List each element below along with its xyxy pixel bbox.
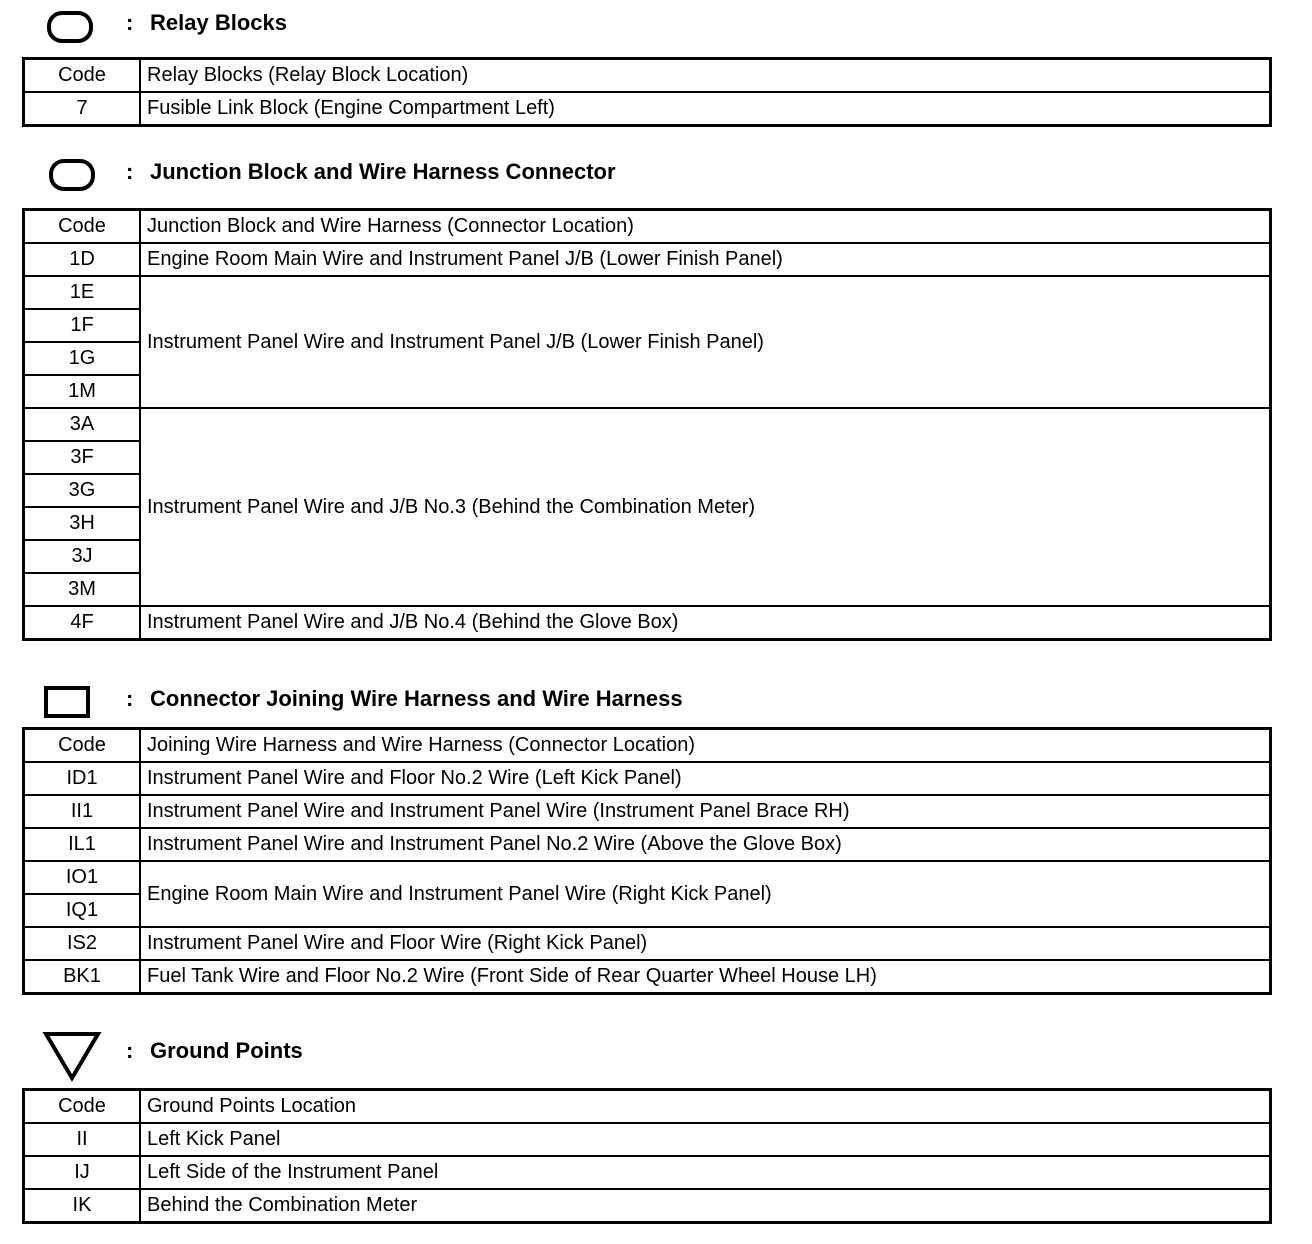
code-cell: IQ1: [24, 894, 141, 927]
code-cell: II: [24, 1123, 141, 1156]
code-cell: 3F: [24, 441, 141, 474]
code-cell: 3A: [24, 408, 141, 441]
connector-joining-table: [22, 727, 1272, 995]
description-cell: Behind the Combination Meter: [140, 1189, 1271, 1223]
description-cell: Left Side of the Instrument Panel: [140, 1156, 1271, 1189]
description-cell: Engine Room Main Wire and Instrument Panel J/B (Lower Finish Panel): [140, 243, 1271, 276]
table-row: [24, 762, 1271, 795]
section-title: Connector Joining Wire Harness and Wire Harness: [150, 686, 683, 711]
code-cell: 1G: [24, 342, 141, 375]
square-rect-icon: [42, 684, 92, 720]
description-cell: Instrument Panel Wire and Floor No.2 Wire (Left Kick Panel): [140, 762, 1271, 795]
description-cell: Instrument Panel Wire and Instrument Panel J/B (Lower Finish Panel): [140, 276, 1271, 408]
code-header: Code: [24, 729, 141, 763]
code-cell: II1: [24, 795, 141, 828]
section-title: Junction Block and Wire Harness Connector: [150, 159, 616, 184]
description-cell: Instrument Panel Wire and J/B No.4 (Behind the Glove Box): [140, 606, 1271, 640]
code-cell: 3J: [24, 540, 141, 573]
table-row: [24, 1123, 1271, 1156]
description-header: Joining Wire Harness and Wire Harness (Connector Location): [140, 729, 1271, 763]
code-cell: 4F: [24, 606, 141, 640]
code-cell: IK: [24, 1189, 141, 1223]
junction-block-table: [22, 208, 1272, 641]
code-cell: IJ: [24, 1156, 141, 1189]
table-row: [24, 606, 1271, 640]
ground-points-table: [22, 1088, 1272, 1224]
table-row: [24, 92, 1271, 126]
code-cell: 1D: [24, 243, 141, 276]
table-row: [24, 243, 1271, 276]
table-row: [24, 927, 1271, 960]
colon-separator: :: [126, 1038, 134, 1063]
description-cell: Left Kick Panel: [140, 1123, 1271, 1156]
code-cell: IS2: [24, 927, 141, 960]
code-cell: IL1: [24, 828, 141, 861]
description-cell: Engine Room Main Wire and Instrument Panel Wire (Right Kick Panel): [140, 861, 1271, 927]
code-cell: BK1: [24, 960, 141, 994]
table-row: [24, 1156, 1271, 1189]
table-row: [24, 408, 1271, 441]
code-cell: 1E: [24, 276, 141, 309]
code-cell: 3G: [24, 474, 141, 507]
section-header-ground-points: [0, 1028, 1312, 1078]
description-header: Ground Points Location: [140, 1090, 1271, 1124]
code-cell: IO1: [24, 861, 141, 894]
table-row: [24, 960, 1271, 994]
table-header-row: [24, 59, 1271, 93]
description-cell: Instrument Panel Wire and Instrument Panel Wire (Instrument Panel Brace RH): [140, 795, 1271, 828]
code-cell: 3H: [24, 507, 141, 540]
description-cell: Instrument Panel Wire and J/B No.3 (Behind the Combination Meter): [140, 408, 1271, 606]
section-header-relay-blocks: [0, 0, 1312, 50]
section-title: Relay Blocks: [150, 10, 287, 35]
table-row: [24, 828, 1271, 861]
colon-separator: :: [126, 686, 134, 711]
description-header: Relay Blocks (Relay Block Location): [140, 59, 1271, 93]
code-cell: 3M: [24, 573, 141, 606]
description-cell: Fusible Link Block (Engine Compartment Left): [140, 92, 1271, 126]
section-title: Ground Points: [150, 1038, 303, 1063]
code-cell: 1F: [24, 309, 141, 342]
code-header: Code: [24, 59, 141, 93]
code-header: Code: [24, 210, 141, 244]
description-header: Junction Block and Wire Harness (Connector Location): [140, 210, 1271, 244]
table-header-row: [24, 1090, 1271, 1124]
section-header-junction-block: [0, 150, 1312, 200]
description-cell: Instrument Panel Wire and Floor Wire (Right Kick Panel): [140, 927, 1271, 960]
rounded-rect-icon: [48, 158, 96, 192]
down-triangle-icon: [42, 1030, 102, 1082]
table-header-row: [24, 210, 1271, 244]
section-header-connector-joining: [0, 676, 1312, 726]
description-cell: Instrument Panel Wire and Instrument Panel No.2 Wire (Above the Glove Box): [140, 828, 1271, 861]
code-cell: 7: [24, 92, 141, 126]
rounded-rect-icon: [46, 10, 94, 44]
colon-separator: :: [126, 159, 134, 184]
table-row: [24, 1189, 1271, 1223]
code-header: Code: [24, 1090, 141, 1124]
description-cell: Fuel Tank Wire and Floor No.2 Wire (Front Side of Rear Quarter Wheel House LH): [140, 960, 1271, 994]
table-row: [24, 276, 1271, 309]
table-row: [24, 795, 1271, 828]
colon-separator: :: [126, 10, 134, 35]
table-row: [24, 861, 1271, 894]
table-header-row: [24, 729, 1271, 763]
code-cell: ID1: [24, 762, 141, 795]
relay-blocks-table: [22, 57, 1272, 127]
code-cell: 1M: [24, 375, 141, 408]
